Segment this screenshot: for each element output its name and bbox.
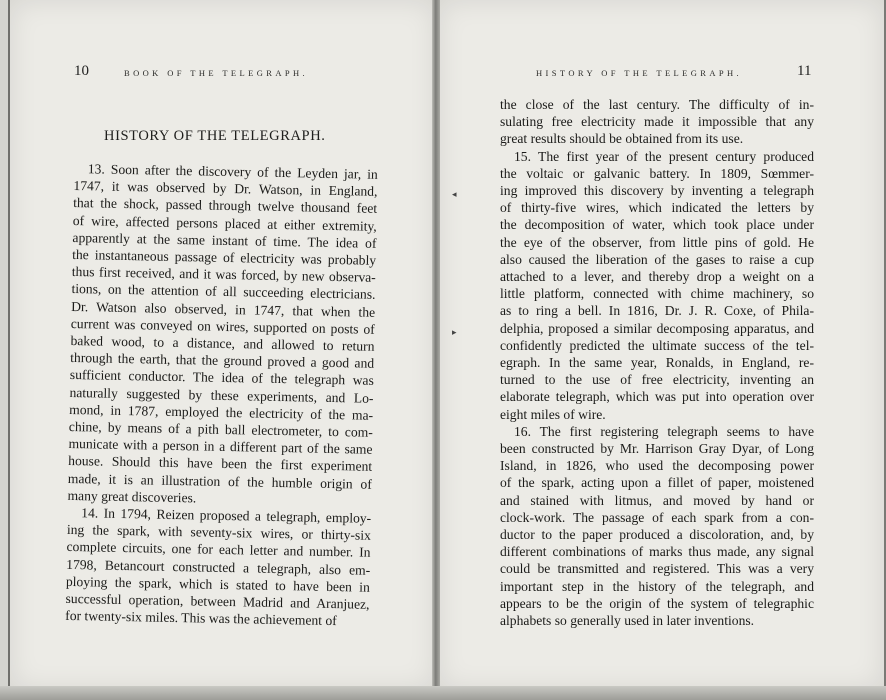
text-line: apparently at the same instant of time. The idea of [72, 229, 377, 251]
text-line: clock-work. The passage of each spark from a con- [500, 509, 814, 525]
text-line: naturally suggested by these experiments, and Lo- [69, 384, 374, 406]
text-line: appears to be the origin of the system of telegraphic [500, 595, 814, 611]
text-line: 16. The first registering telegraph seems to have [514, 423, 814, 439]
text-line: the voltaic or galvanic battery. In 1809, Sœmmer- [500, 165, 814, 181]
text-line: through the earth, that the ground proved a good and [70, 350, 375, 372]
right-page-number: 11 [797, 63, 812, 79]
text-line: the instantaneous passage of electricity was probably [72, 246, 377, 268]
text-line: Dr. Watson also observed, in 1747, that when the [71, 298, 376, 320]
text-line: elaborate telegraph, which was put into operation over [500, 389, 814, 405]
right-page-body [500, 96, 814, 629]
text-line: eight miles of wire. [500, 406, 606, 422]
left-page-body [65, 160, 378, 630]
text-line: 1798, Betancourt constructed a telegraph, also em- [66, 556, 371, 578]
text-line: the close of the last century. The difficulty of in- [500, 97, 814, 112]
text-line: house. Should this have been the first experiment [68, 453, 373, 475]
text-line: attached to a lever, and thereby drop a weight on a [500, 269, 814, 285]
text-line: successful operation, between Madrid and Aranjuez, [65, 590, 370, 612]
text-line: the decomposition of water, which took place under [500, 217, 814, 233]
text-line: tions, on the attention of all succeeding electricians. [71, 281, 376, 303]
text-line: ploying the spark, which is stated to have been in [65, 573, 370, 595]
text-line: that the shock, passed through twelve thousand feet [73, 195, 378, 217]
left-page-number: 10 [74, 63, 89, 79]
text-line: and stained with litmus, and moved by hand or [500, 492, 814, 508]
text-line: also caused the liberation of the gases to raise a cup [500, 251, 814, 267]
text-line: great results should be obtained from its use. [500, 131, 744, 147]
book-gutter [432, 0, 440, 700]
text-line: could be transmitted and registered. This was a very [500, 561, 814, 577]
text-line: the eye of the observer, from little pins of gold. He [500, 234, 814, 250]
text-line: ing improved this discovery by inventing a telegraph [500, 183, 814, 199]
text-line: made, it is an illustration of the humble origin of [67, 470, 372, 492]
text-line: 1747, it was observed by Dr. Watson, in England, [73, 178, 378, 200]
text-line: current was conveyed on wires, supported on posts of [70, 315, 375, 337]
text-line: ductor to the paper produced a discoloration, and, by [500, 527, 814, 543]
text-line: of wire, affected persons placed at either extremity, [72, 212, 377, 234]
text-line: of the spark, acting upon a fillet of paper, moistened [500, 475, 814, 491]
text-line: sufficient conductor. The idea of the telegraph was [69, 367, 374, 389]
text-line: ing the spark, with seventy-six wires, or thirty-six [66, 522, 371, 544]
text-line: been constructed by Mr. Harrison Gray Dyar, of Long [500, 441, 814, 457]
text-line: alphabets so generally used in later inventions. [500, 613, 755, 629]
margin-mark: ▸ [452, 328, 457, 338]
text-line: Island, in 1826, who used the decomposing power [500, 458, 814, 474]
text-line: many great discoveries. [67, 487, 197, 506]
text-line: 15. The first year of the present century produced [514, 148, 814, 164]
text-line: mond, in 1787, employed the electricity of the ma- [69, 401, 374, 423]
text-line: municate with a person in a different part of the same [68, 436, 373, 458]
text-line: complete circuits, one for each letter and number. In [66, 539, 371, 561]
text-line: confidently predicted the ultimate success of the tel- [500, 337, 814, 353]
right-running-head: HISTORY OF THE TELEGRAPH. [536, 68, 743, 78]
text-line: delphia, proposed a similar decomposing apparatus, and [500, 320, 814, 336]
text-line: 13. Soon after the discovery of the Leyden jar, in [87, 161, 378, 182]
text-line: turned to the use of free electricity, inventing an [500, 372, 814, 388]
text-line: important step in the history of the telegraph, and [500, 578, 814, 594]
text-line: sulating free electricity made it impossible that any [500, 114, 814, 130]
text-line: baked wood, to a distance, and allowed to return [70, 332, 375, 354]
page-bottom-edge [0, 686, 886, 700]
text-line: as to ring a bell. In 1816, Dr. J. R. Coxe, of Phila- [500, 303, 814, 319]
text-line: chine, by means of a pith ball electrometer, to com- [68, 418, 373, 440]
left-running-head: BOOK OF THE TELEGRAPH. [124, 68, 309, 78]
text-line: of thirty-five wires, which indicated the letters by [500, 200, 814, 216]
text-line: 14. In 1794, Reizen proposed a telegraph, employ- [81, 505, 372, 526]
text-line: little platform, connected with chime machinery, so [500, 286, 814, 302]
text-line: thus first received, and it was forced, by new observa- [71, 264, 376, 286]
chapter-title: HISTORY OF THE TELEGRAPH. [104, 128, 326, 144]
text-line: egraph. In the same year, Ronalds, in England, re- [500, 355, 814, 371]
text-line: different combinations of marks thus made, any signal [500, 544, 814, 560]
margin-mark: ◂ [452, 190, 457, 200]
text-line: for twenty-six miles. This was the achievement of [65, 608, 337, 629]
